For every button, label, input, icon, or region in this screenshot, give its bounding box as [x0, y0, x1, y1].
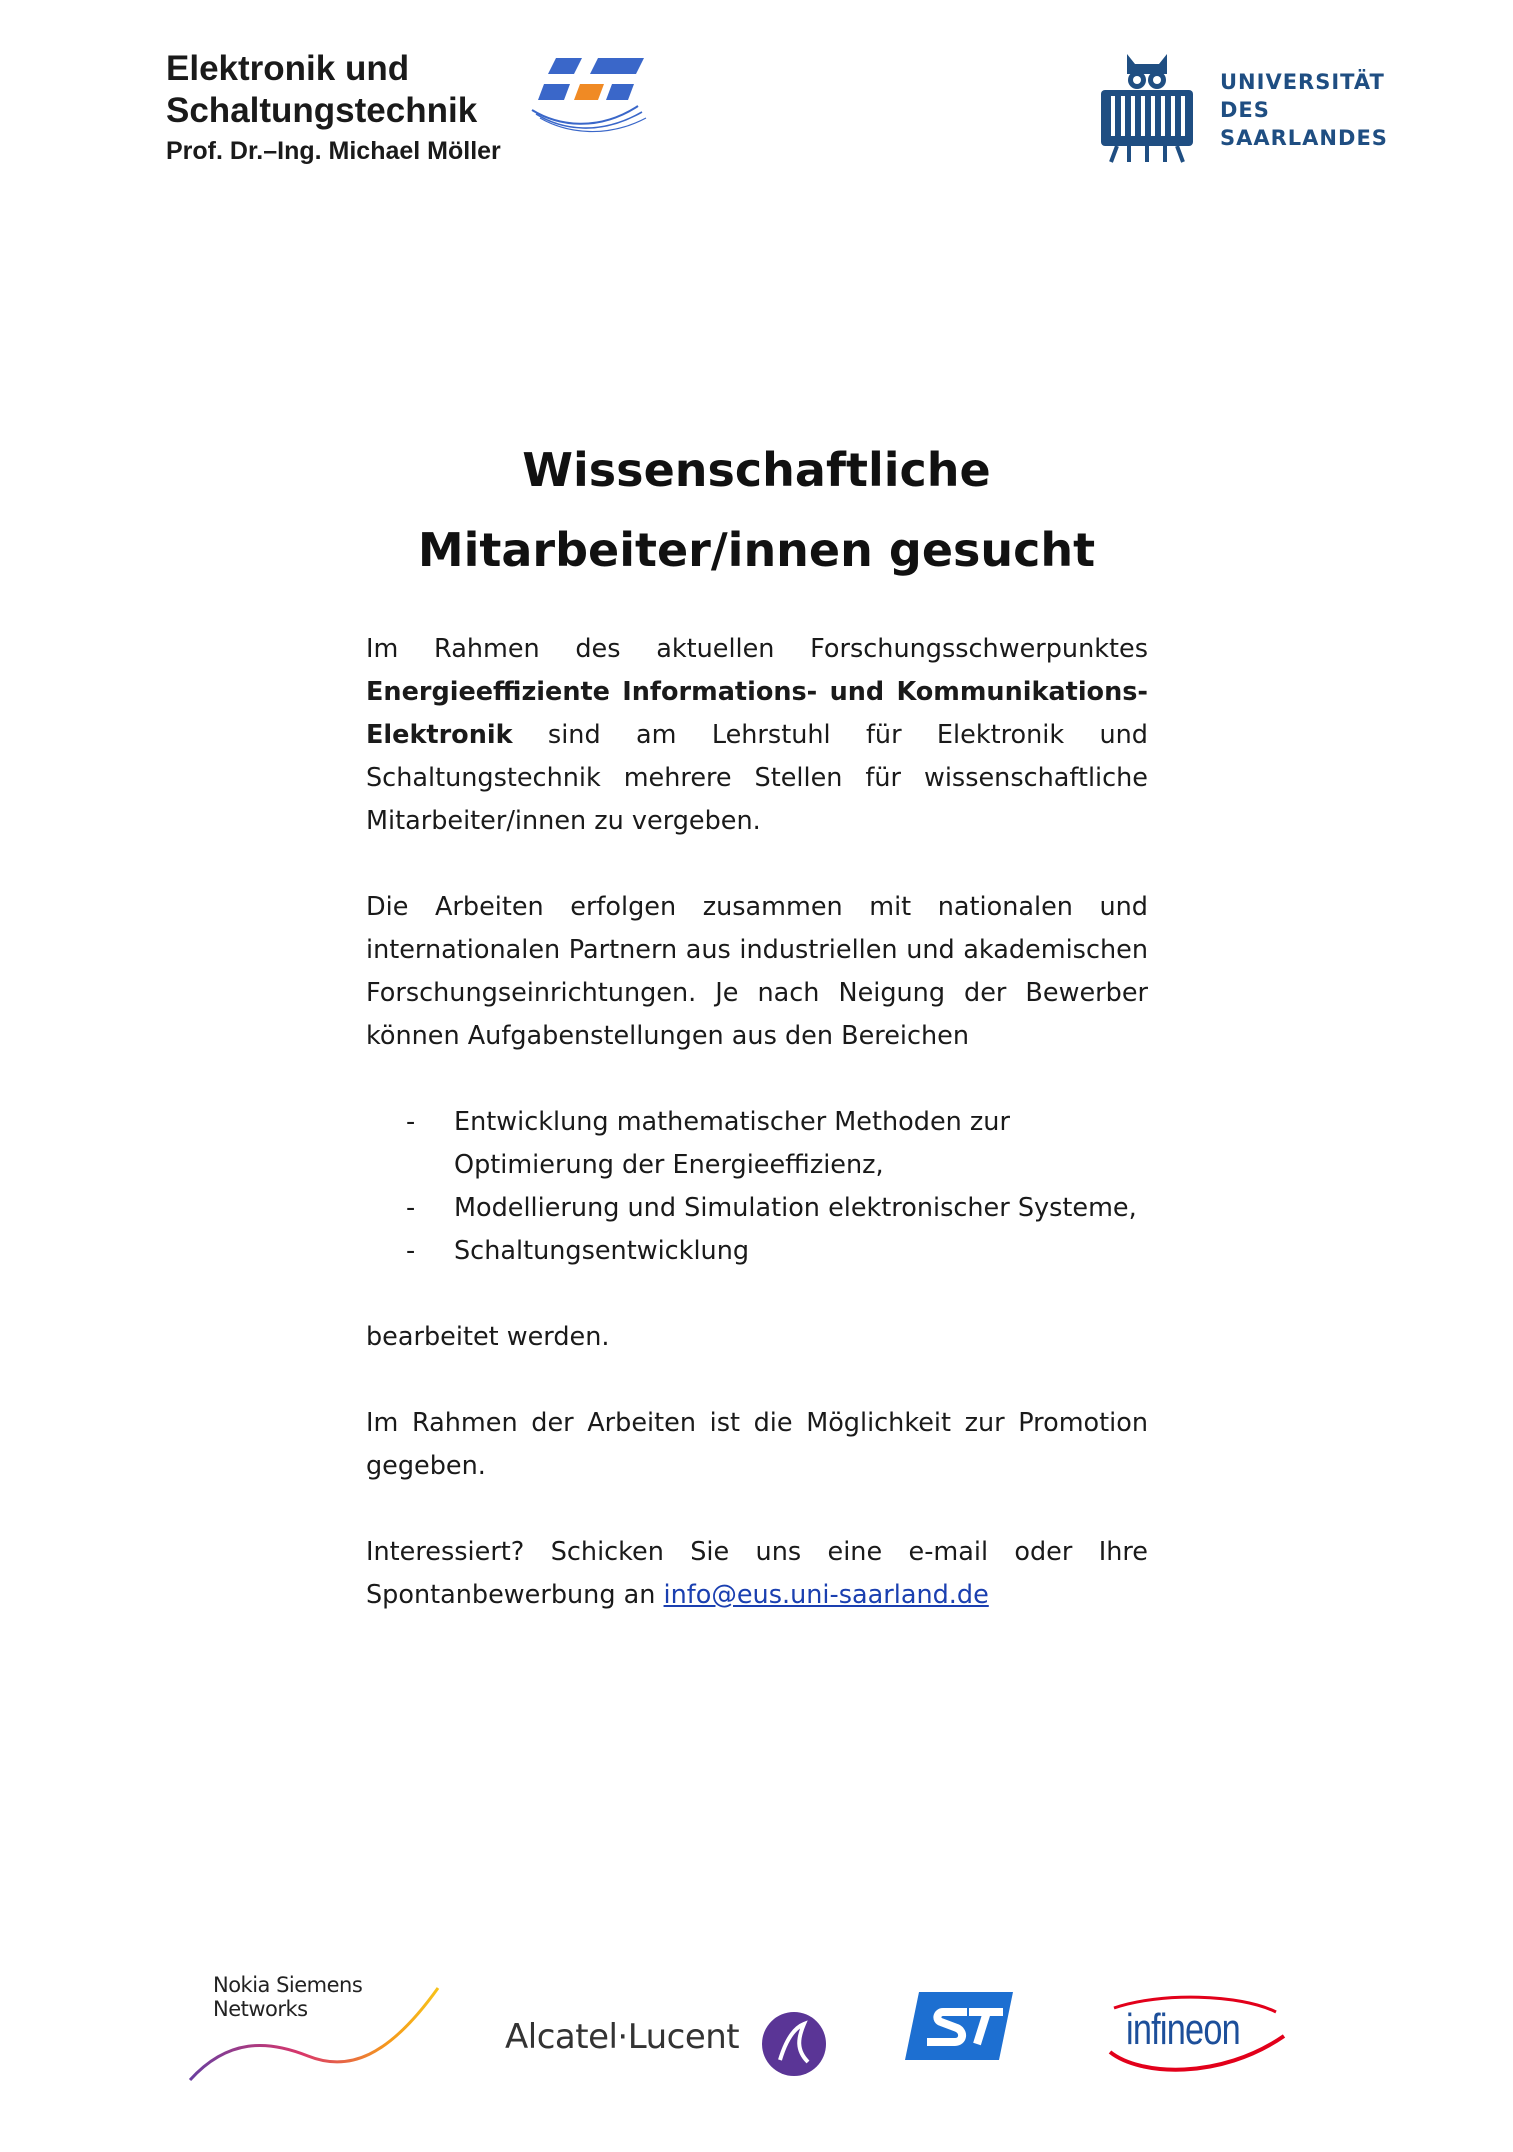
intro-text-end: sind am Lehrstuhl für Elektronik und Schaltungstechnik mehrere Stellen für wissenschaftliche Mitarbeiter/innen zu vergeben.: [366, 720, 1148, 836]
alcatel-lucent-logo-text: Alcatel·Lucent: [505, 2017, 740, 2057]
job-description: [366, 628, 1148, 1660]
list-dash: -: [406, 1236, 416, 1266]
eus-logo-icon: [528, 54, 650, 138]
infineon-logo-text: infineon: [1126, 2005, 1240, 2054]
dept-name-line1: Elektronik und: [166, 49, 410, 88]
research-focus: Energieeffiziente Informations- und Kommunikations-Elektronik: [366, 677, 1148, 750]
paragraph-contact: [366, 1531, 1148, 1617]
paragraph-promotion: Im Rahmen der Arbeiten ist die Möglichkeit zur Promotion gegeben.: [366, 1408, 1148, 1481]
page-title: [300, 430, 1213, 590]
task-list: [366, 1101, 1148, 1273]
list-item-text: Entwicklung mathematischer Methoden zur Optimierung der Energieeffizienz,: [454, 1107, 1010, 1180]
list-item: [366, 1230, 1148, 1273]
department-header: [166, 48, 501, 168]
alcatel-lucent-logo-icon: [760, 2010, 828, 2078]
university-name-line1: UNIVERSITÄT: [1220, 70, 1385, 94]
title-line2: Mitarbeiter/innen gesucht: [417, 523, 1096, 577]
contact-text: Interessiert? Schicken Sie uns eine e-mail oder Ihre Spontanbewerbung an: [366, 1537, 1148, 1610]
paragraph-partners: Die Arbeiten erfolgen zusammen mit nationalen und internationalen Partnern aus industriellen und akademischen Forschungseinrichtungen. Je nach Neigung der Bewerber können Aufgabenstellungen aus den Bereichen: [366, 892, 1148, 1051]
title-line1: Wissenschaftliche: [522, 443, 991, 497]
st-logo-icon: [905, 1992, 1013, 2060]
university-owl-logo-icon: [1097, 50, 1197, 164]
university-name-line2: DES: [1220, 98, 1270, 122]
list-item: [366, 1187, 1148, 1230]
professor-name: Prof. Dr.–Ing. Michael Möller: [166, 137, 501, 165]
intro-text-start: Im Rahmen des aktuellen Forschungsschwerpunktes: [366, 634, 1148, 664]
university-name: [1220, 68, 1388, 152]
nsn-line2: Networks: [213, 1997, 308, 2021]
list-item: [366, 1101, 1148, 1187]
dept-name-line2: Schaltungstechnik: [166, 91, 478, 130]
nsn-line1: Nokia Siemens: [213, 1973, 363, 1997]
list-dash: -: [406, 1193, 416, 1223]
university-name-line3: SAARLANDES: [1220, 126, 1388, 150]
list-dash: -: [406, 1107, 416, 1137]
list-item-text: Schaltungsentwicklung: [454, 1236, 750, 1266]
nsn-logo-text: [213, 1973, 362, 2021]
paragraph-intro: [366, 628, 1148, 843]
email-link[interactable]: info@eus.uni-saarland.de: [663, 1580, 989, 1610]
paragraph-processed: bearbeitet werden.: [366, 1322, 610, 1352]
list-item-text: Modellierung und Simulation elektronischer Systeme,: [454, 1193, 1137, 1223]
